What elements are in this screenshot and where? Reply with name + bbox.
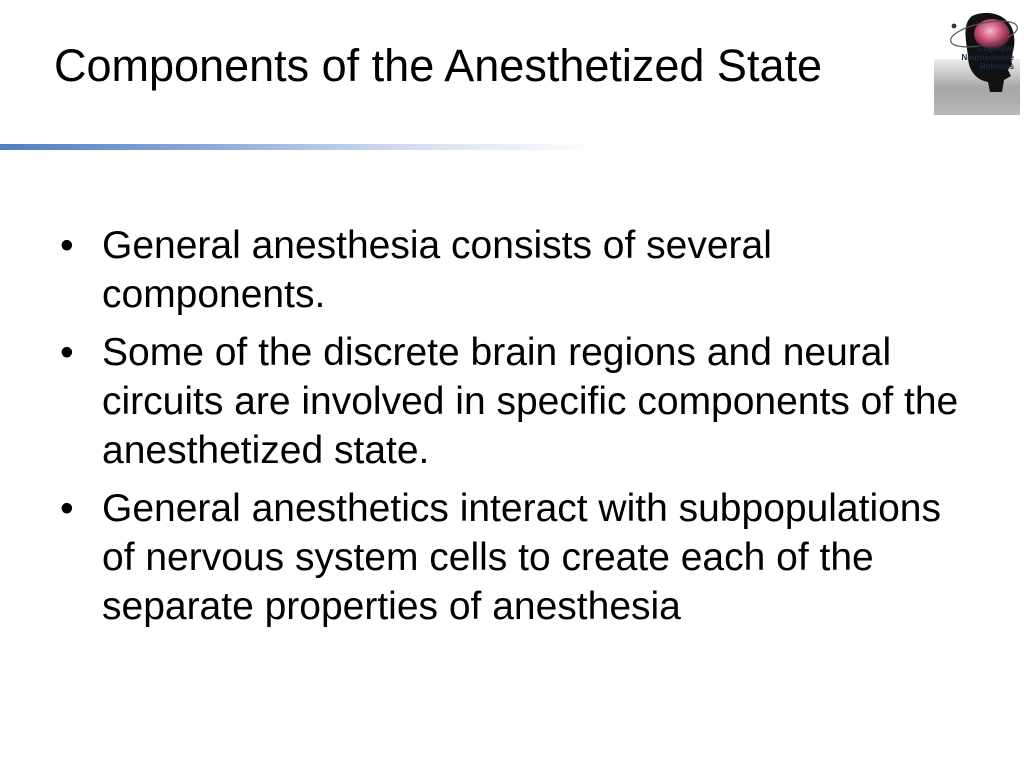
bullet-text: Some of the discrete brain regions and neural circuits are involved in specific components of the anesthetized state. (102, 331, 959, 472)
bullet-glyph: • (60, 487, 74, 530)
bullet-glyph: • (60, 224, 74, 267)
bullet-item (60, 221, 960, 319)
bullet-item (60, 484, 960, 631)
logo-text-line-2: Neuroscience (961, 53, 1014, 62)
slide-title: Components of the Anesthetized State (54, 40, 823, 91)
bullet-item (60, 328, 960, 475)
logo-text-line-1: Cognitive (977, 44, 1014, 53)
logo-text-line-3: Robotics (979, 62, 1014, 71)
brain-head-logo-icon (932, 4, 1022, 116)
bullet-text: General anesthetics interact with subpopulations of nervous system cells to create each of the separate properties of anesthesia (102, 487, 941, 628)
bullet-list (60, 221, 960, 640)
title-divider (0, 144, 600, 150)
bullet-glyph: • (60, 331, 74, 374)
bullet-text: General anesthesia consists of several components. (102, 224, 772, 316)
